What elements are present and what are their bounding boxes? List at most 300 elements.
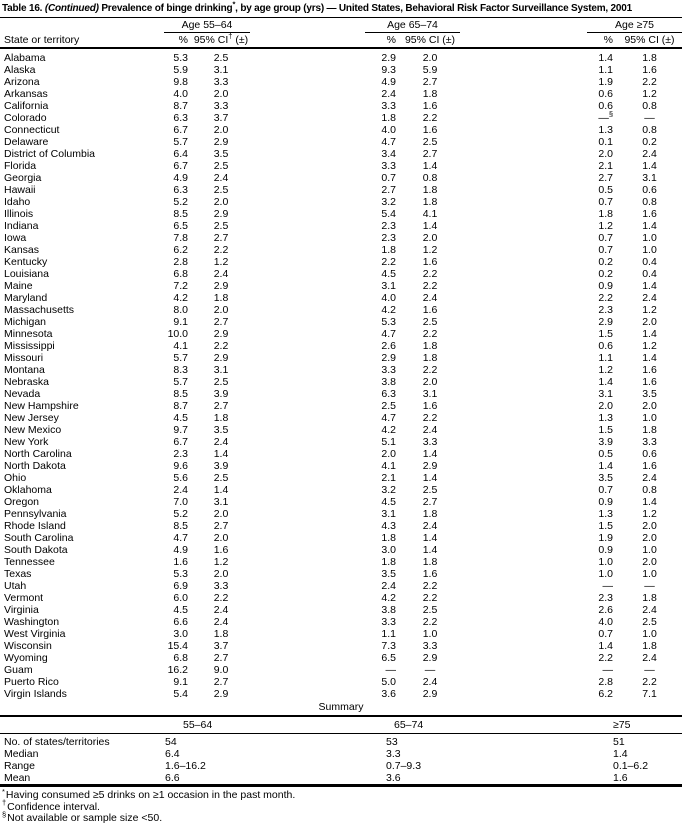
spacer-cell	[250, 424, 365, 436]
pct-value: 1.0	[598, 556, 613, 568]
pct-value: 2.2	[381, 256, 396, 268]
pct-value: 3.0	[381, 544, 396, 556]
state-name: Puerto Rico	[4, 676, 59, 688]
spacer-cell	[250, 292, 365, 304]
table-row	[0, 424, 682, 436]
state-name: Georgia	[4, 172, 42, 184]
state-name: Guam	[4, 664, 33, 676]
ci-value: 2.2	[213, 244, 229, 256]
spacer-cell	[250, 628, 365, 640]
spacer-cell	[460, 496, 587, 508]
summary-table	[0, 715, 682, 787]
column-header-row	[0, 33, 682, 49]
ci-value: 2.4	[213, 616, 229, 628]
pct-header-3: %	[587, 33, 617, 49]
title-text-rest: , by age group (yrs) — United States, Behavioral Risk Factor Surveillance System, 2001	[235, 3, 632, 14]
pct-value: 3.2	[381, 484, 396, 496]
pct-value: 2.1	[381, 472, 396, 484]
spacer-cell	[250, 472, 365, 484]
pct-value: 4.9	[173, 172, 188, 184]
ci-value: 7.1	[642, 688, 657, 700]
ci-value: 1.6	[642, 64, 657, 76]
ci-value: 1.6	[422, 304, 438, 316]
pct-value: 1.2	[598, 220, 613, 232]
pct-value: 4.7	[381, 412, 396, 424]
ci-value: 1.4	[642, 496, 657, 508]
summary-col-75plus: ≥75	[613, 716, 682, 734]
ci-value: 2.0	[213, 196, 229, 208]
ci-value: 2.7	[213, 316, 229, 328]
footnote-asterisk	[2, 786, 682, 802]
ci-value: 1.8	[642, 640, 657, 652]
ci-value: 2.9	[213, 328, 229, 340]
state-name: Colorado	[4, 112, 47, 124]
state-name: Washington	[4, 616, 60, 628]
pct-value: 0.7	[381, 172, 396, 184]
table-row	[0, 448, 682, 460]
pct-value: 2.3	[598, 592, 613, 604]
table-row	[0, 64, 682, 76]
pct-value: 1.3	[598, 412, 613, 424]
pct-value: 6.7	[173, 124, 188, 136]
spacer-cell	[250, 544, 365, 556]
pct-value: 5.1	[381, 436, 396, 448]
pct-value: 0.5	[598, 448, 613, 460]
ci-value: 1.8	[213, 412, 229, 424]
summary-value: 0.1–6.2	[613, 760, 649, 772]
state-name: Maryland	[4, 292, 48, 304]
spacer-cell	[460, 388, 587, 400]
table-row	[0, 604, 682, 616]
state-column-header: State or territory	[0, 33, 164, 49]
ci-value: 2.7	[213, 676, 229, 688]
pct-value: 2.0	[598, 400, 613, 412]
pct-value: 5.4	[381, 208, 396, 220]
spacer-cell	[250, 580, 365, 592]
table-row	[0, 508, 682, 520]
ci-value: 0.6	[642, 448, 657, 460]
ci-value: 3.3	[642, 436, 657, 448]
ci-value: 1.4	[422, 220, 438, 232]
table-row	[0, 688, 682, 700]
continued-label: (Continued)	[44, 3, 102, 14]
state-name: Iowa	[4, 232, 27, 244]
pct-value: 1.2	[598, 364, 613, 376]
spacer-cell	[250, 616, 365, 628]
pct-value: —	[602, 664, 613, 676]
ci-header-suffix: (±)	[232, 34, 249, 46]
state-name: Illinois	[4, 208, 34, 220]
spacer-cell	[250, 268, 365, 280]
state-name: Virgin Islands	[4, 688, 67, 700]
ci-value: 0.2	[642, 136, 657, 148]
spacer-cell	[250, 460, 365, 472]
pct-value: 4.9	[381, 76, 396, 88]
pct-value: 6.9	[173, 580, 188, 592]
ci-value: —	[644, 664, 655, 676]
footnote-marker-section: §	[608, 109, 613, 119]
state-name: Oklahoma	[4, 484, 52, 496]
spacer-cell	[250, 676, 365, 688]
pct-value: 0.1	[598, 136, 613, 148]
spacer-cell	[250, 328, 365, 340]
ci-value: 2.5	[422, 484, 438, 496]
pct-value: 2.6	[381, 340, 396, 352]
ci-value: 3.1	[642, 172, 657, 184]
summary-row-label: Mean	[4, 772, 31, 784]
ci-value: 3.1	[213, 496, 229, 508]
pct-value: 5.3	[381, 316, 396, 328]
table-row	[0, 532, 682, 544]
pct-value: 4.5	[381, 496, 396, 508]
ci-value: 1.6	[422, 400, 438, 412]
ci-value: 2.0	[213, 532, 229, 544]
pct-value: 6.6	[173, 616, 188, 628]
ci-value: 2.4	[213, 172, 229, 184]
pct-value: 5.7	[173, 376, 188, 388]
pct-value: 5.2	[173, 508, 188, 520]
state-name: Wyoming	[4, 652, 48, 664]
pct-value: 3.8	[381, 604, 396, 616]
pct-value: 6.4	[173, 148, 188, 160]
spacer-cell	[460, 208, 587, 220]
spacer-cell	[250, 160, 365, 172]
ci-value: 2.7	[213, 232, 229, 244]
spacer-cell	[250, 88, 365, 100]
pct-value: 4.0	[598, 616, 613, 628]
pct-value: 2.2	[598, 292, 613, 304]
pct-value: 3.3	[381, 616, 396, 628]
pct-value: 1.1	[598, 352, 613, 364]
ci-value: 2.0	[642, 520, 657, 532]
table-row	[0, 208, 682, 220]
age-group-75plus: Age ≥75	[587, 18, 682, 33]
pct-value: —	[602, 580, 613, 592]
state-name: Ohio	[4, 472, 27, 484]
pct-value: 4.5	[381, 268, 396, 280]
title-text: Prevalence of binge drinking	[101, 3, 233, 14]
age-group-65-74: Age 65–74	[365, 18, 460, 33]
pct-value: 4.0	[381, 124, 396, 136]
spacer-cell	[460, 268, 587, 280]
ci-value: 2.2	[422, 412, 438, 424]
ci-value: 1.2	[642, 304, 657, 316]
table-row	[0, 184, 682, 196]
state-name: Mississippi	[4, 340, 55, 352]
ci-value: 2.7	[422, 148, 438, 160]
spacer-cell	[460, 628, 587, 640]
pct-value: 5.3	[173, 52, 188, 64]
spacer-cell	[250, 256, 365, 268]
pct-value: 4.2	[173, 292, 188, 304]
ci-value: 2.4	[213, 268, 229, 280]
pct-value: 6.2	[173, 244, 188, 256]
ci-value: 1.6	[642, 208, 657, 220]
spacer-cell	[250, 364, 365, 376]
ci-value: 3.1	[213, 64, 229, 76]
footnote-marker: *	[2, 786, 5, 796]
pct-value: 6.3	[381, 388, 396, 400]
footnote-text: Having consumed ≥5 drinks on ≥1 occasion in the past month.	[5, 789, 296, 801]
pct-value: 3.5	[598, 472, 613, 484]
state-name: Michigan	[4, 316, 47, 328]
spacer-cell	[460, 448, 587, 460]
spacer-cell	[460, 580, 587, 592]
pct-value: 1.4	[598, 460, 613, 472]
ci-value: 2.7	[213, 520, 229, 532]
spacer-cell	[250, 388, 365, 400]
state-name: Massachusetts	[4, 304, 75, 316]
pct-value: 2.3	[381, 220, 396, 232]
ci-header-text: 95% CI	[193, 34, 229, 46]
spacer-cell	[250, 592, 365, 604]
state-name: Delaware	[4, 136, 49, 148]
ci-value: 3.5	[213, 148, 229, 160]
pct-value: 3.1	[381, 280, 396, 292]
pct-value: 0.6	[598, 340, 613, 352]
pct-value: 15.4	[167, 640, 188, 652]
summary-row-label: Range	[4, 760, 35, 772]
pct-value: 0.7	[598, 628, 613, 640]
ci-value: 1.4	[422, 448, 438, 460]
ci-value: 2.4	[422, 424, 438, 436]
spacer-cell	[250, 652, 365, 664]
pct-value: 2.3	[173, 448, 188, 460]
pct-value: 8.7	[173, 100, 188, 112]
pct-value: 2.0	[598, 148, 613, 160]
ci-value: 1.4	[213, 448, 229, 460]
footnote-text: Confidence interval.	[7, 800, 100, 813]
ci-value: 1.8	[642, 52, 657, 64]
pct-value: 4.7	[381, 136, 396, 148]
pct-value: 3.2	[381, 196, 396, 208]
table-row	[0, 112, 682, 124]
pct-value: 2.9	[381, 52, 396, 64]
pct-value: 6.0	[173, 592, 188, 604]
spacer-cell	[460, 48, 587, 64]
spacer-cell	[460, 544, 587, 556]
table-row	[0, 664, 682, 676]
table-row	[0, 580, 682, 592]
ci-value: 3.7	[213, 640, 229, 652]
spacer-cell	[460, 592, 587, 604]
ci-value: 2.2	[422, 280, 438, 292]
ci-value: 2.9	[213, 208, 229, 220]
spacer-cell	[0, 18, 164, 33]
ci-value: 1.2	[213, 256, 229, 268]
spacer-cell	[250, 33, 365, 49]
state-name: North Carolina	[4, 448, 72, 460]
ci-value: 3.3	[213, 76, 229, 88]
pct-value: 0.5	[598, 184, 613, 196]
table-row	[0, 556, 682, 568]
state-name: California	[4, 100, 49, 112]
pct-value: 9.6	[173, 460, 188, 472]
pct-value: 1.8	[381, 244, 396, 256]
pct-value: 2.0	[381, 448, 396, 460]
ci-value: —	[644, 112, 655, 124]
table-row	[0, 640, 682, 652]
pct-value: 3.5	[381, 568, 396, 580]
ci-value: 2.0	[213, 304, 229, 316]
state-name: Indiana	[4, 220, 39, 232]
spacer-cell	[250, 532, 365, 544]
spacer-cell	[250, 604, 365, 616]
pct-value: 2.7	[381, 184, 396, 196]
pct-value: 1.9	[598, 532, 613, 544]
pct-value: 1.3	[598, 124, 613, 136]
pct-value: 1.4	[598, 376, 613, 388]
ci-value: 1.4	[642, 220, 657, 232]
state-name: Kentucky	[4, 256, 48, 268]
pct-value: 4.1	[173, 340, 188, 352]
ci-value: 1.6	[422, 124, 438, 136]
ci-value: 2.2	[642, 76, 657, 88]
ci-value: 1.4	[642, 280, 657, 292]
state-name: Maine	[4, 280, 33, 292]
spacer-cell	[460, 64, 587, 76]
spacer-cell	[460, 184, 587, 196]
pct-value: 2.1	[598, 160, 613, 172]
ci-value: 2.5	[213, 184, 229, 196]
spacer-cell	[460, 340, 587, 352]
state-name: Wisconsin	[4, 640, 52, 652]
spacer-cell	[250, 556, 365, 568]
pct-value: 3.1	[381, 508, 396, 520]
ci-value: 3.3	[422, 640, 438, 652]
age-group-55-64: Age 55–64	[164, 18, 250, 33]
pct-value: 4.5	[173, 412, 188, 424]
pct-value: 3.1	[598, 388, 613, 400]
spacer-cell	[460, 76, 587, 88]
ci-value: 1.8	[422, 340, 438, 352]
table-row	[0, 160, 682, 172]
ci-value: 2.9	[422, 460, 438, 472]
ci-value: 1.2	[642, 508, 657, 520]
spacer-cell	[460, 400, 587, 412]
ci-value: 2.0	[642, 316, 657, 328]
spacer-cell	[0, 716, 165, 734]
ci-value: 1.0	[642, 244, 657, 256]
pct-value: 2.2	[598, 652, 613, 664]
ci-value: 2.5	[422, 316, 438, 328]
state-name: Arkansas	[4, 88, 48, 100]
table-row	[0, 196, 682, 208]
ci-value: 2.0	[422, 376, 438, 388]
spacer-cell	[460, 520, 587, 532]
spacer-cell	[250, 352, 365, 364]
ci-value: 2.5	[422, 136, 438, 148]
pct-value: 10.0	[167, 328, 188, 340]
spacer-cell	[460, 616, 587, 628]
age-group-header-row	[0, 18, 682, 33]
table-row	[0, 244, 682, 256]
table-row	[0, 352, 682, 364]
ci-value: 3.3	[213, 580, 229, 592]
table-row	[0, 220, 682, 232]
ci-value: 1.2	[642, 88, 657, 100]
pct-value: 3.0	[173, 628, 188, 640]
state-name: New Hampshire	[4, 400, 79, 412]
ci-value: 1.8	[213, 628, 229, 640]
ci-value: 1.8	[213, 292, 229, 304]
spacer-cell	[460, 160, 587, 172]
ci-value: 2.9	[213, 352, 229, 364]
spacer-cell	[460, 280, 587, 292]
ci-value: 1.2	[642, 340, 657, 352]
state-name: Nevada	[4, 388, 41, 400]
spacer-cell	[250, 508, 365, 520]
pct-value: 2.3	[381, 232, 396, 244]
state-name: New Mexico	[4, 424, 62, 436]
pct-value: 1.3	[598, 508, 613, 520]
spacer-cell	[460, 664, 587, 676]
spacer-cell	[460, 508, 587, 520]
pct-value: 1.5	[598, 424, 613, 436]
pct-value: 2.3	[598, 304, 613, 316]
ci-value: 3.1	[213, 364, 229, 376]
table-row	[0, 48, 682, 64]
pct-header-2: %	[365, 33, 400, 49]
ci-value: 1.8	[642, 592, 657, 604]
pct-value: 4.7	[381, 328, 396, 340]
spacer-cell	[460, 412, 587, 424]
pct-value: 4.0	[381, 292, 396, 304]
pct-value: 1.4	[598, 640, 613, 652]
table-row	[0, 172, 682, 184]
ci-value: 2.7	[422, 496, 438, 508]
table-row	[0, 484, 682, 496]
table-row	[0, 568, 682, 580]
table-row	[0, 676, 682, 688]
footnote-section	[2, 809, 682, 825]
state-name: Texas	[4, 568, 32, 580]
table-row	[0, 388, 682, 400]
pct-value: 8.7	[173, 400, 188, 412]
pct-value: 1.6	[173, 556, 188, 568]
ci-value: 2.2	[422, 268, 438, 280]
ci-value: 2.7	[422, 76, 438, 88]
summary-table-body	[0, 734, 682, 786]
table-row	[0, 496, 682, 508]
summary-row	[0, 734, 682, 749]
pct-value: 2.4	[173, 484, 188, 496]
spacer-cell	[460, 640, 587, 652]
summary-value: 0.7–9.3	[386, 760, 422, 772]
spacer-cell	[460, 88, 587, 100]
table-row	[0, 268, 682, 280]
spacer-cell	[250, 208, 365, 220]
ci-value: 1.0	[642, 544, 657, 556]
ci-value: 5.9	[422, 64, 438, 76]
spacer-cell	[460, 100, 587, 112]
state-name: Kansas	[4, 244, 40, 256]
spacer-cell	[460, 124, 587, 136]
summary-title: Summary	[318, 701, 364, 713]
table-row	[0, 460, 682, 472]
ci-value: 2.2	[422, 112, 438, 124]
state-name: Missouri	[4, 352, 44, 364]
table-row	[0, 136, 682, 148]
ci-value: 1.8	[422, 508, 438, 520]
ci-value: 2.5	[213, 160, 229, 172]
spacer-cell	[460, 364, 587, 376]
pct-value: 5.6	[173, 472, 188, 484]
pct-value: 1.4	[598, 52, 613, 64]
pct-value: 1.5	[598, 328, 613, 340]
table-row	[0, 544, 682, 556]
spacer-cell	[250, 688, 365, 700]
